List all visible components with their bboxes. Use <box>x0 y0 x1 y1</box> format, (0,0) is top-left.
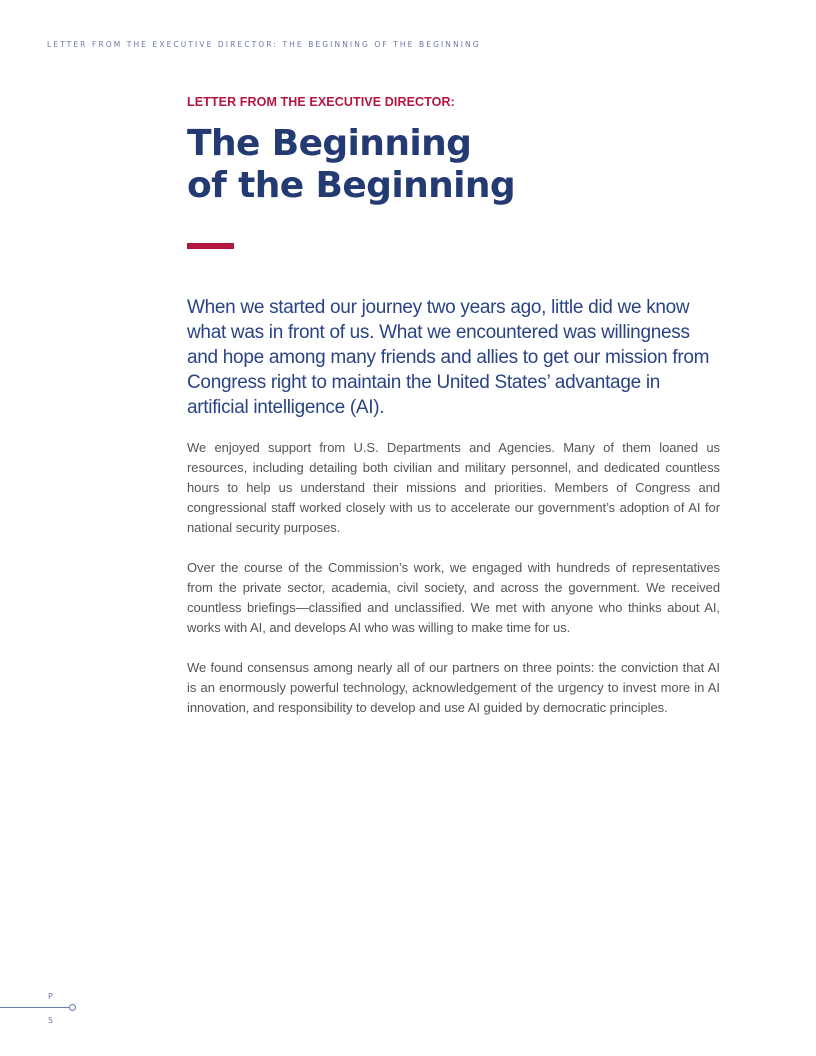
page-number-marker <box>0 992 80 1028</box>
body-paragraph-1: We enjoyed support from U.S. Departments and Agencies. Many of them loaned us resources, including detailing both civilian and military personnel, and dedicated countless hours to help us understand their missions and priorities. Members of Congress and congressional staff worked closely with us to accelerate our government’s adoption of AI for national security purposes. <box>187 440 720 535</box>
running-header: LETTER FROM THE EXECUTIVE DIRECTOR: THE BEGINNING OF THE BEGINNING <box>47 40 481 49</box>
accent-rule <box>187 243 234 249</box>
page-label: P <box>48 992 53 1001</box>
section-eyebrow: LETTER FROM THE EXECUTIVE DIRECTOR: <box>187 95 455 109</box>
page-marker-line <box>0 1007 70 1008</box>
page-title-line-2: of the Beginning <box>187 165 516 206</box>
body-paragraph-2: Over the course of the Commission’s work, we engaged with hundreds of representatives from the private sector, academia, civil society, and across the government. We received countless briefings—classified and unclassified. We met with anyone who thinks about AI, works with AI, and develops AI who was willing to make time for us. <box>187 560 720 635</box>
page-number: 5 <box>48 1016 54 1025</box>
letter-content <box>187 95 720 718</box>
page-marker-dot-icon <box>69 1004 76 1011</box>
page-title <box>187 123 720 207</box>
body-paragraph-3: We found consensus among nearly all of our partners on three points: the conviction that AI is an enormously powerful technology, acknowledgement of the urgency to invest more in AI innovation, and responsibility to develop and use AI guided by democratic principles. <box>187 660 720 715</box>
page-title-line-1: The Beginning <box>187 123 472 164</box>
lead-paragraph: When we started our journey two years ago, little did we know what was in front of us. What we encountered was willingness and hope among many friends and allies to get our mission from Congress right to maintain the United States’ advantage in artificial intelligence (AI). <box>187 297 710 418</box>
